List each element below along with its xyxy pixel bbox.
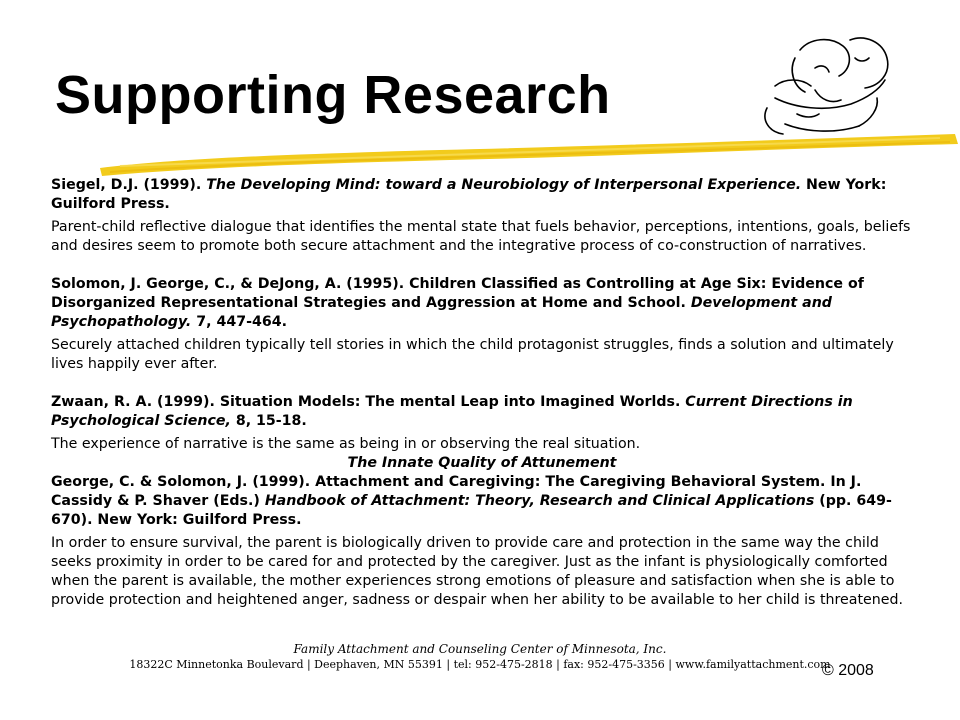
citation-publisher: (pp. 649-670). New York: Guilford Press. bbox=[51, 493, 892, 528]
footer-organization: Family Attachment and Counseling Center of Minnesota, Inc. bbox=[293, 642, 667, 656]
citation-text: Siegel, D.J. (1999). bbox=[51, 177, 207, 193]
reference-summary: The experience of narrative is the same as being in or observing the real situation. bbox=[51, 436, 641, 452]
footer-contact: 18322C Minnetonka Boulevard | Deephaven, MN 55391 | tel: 952-475-2818 | fax: 952-475-3356 | www.familyattachment.com bbox=[129, 658, 831, 671]
citation-title: Current Directions in Psychological Science, bbox=[51, 394, 853, 429]
reference-citation bbox=[51, 393, 913, 431]
citation-text: George, C. & Solomon, J. (1999). Attachment and Caregiving: The Caregiving Behavioral System. In J. Cassidy & P. Shaver (Eds.) bbox=[51, 474, 862, 509]
reference-citation bbox=[51, 176, 913, 214]
citation-publisher: New York: Guilford Press. bbox=[51, 177, 887, 212]
reference-citation bbox=[51, 275, 913, 332]
copyright-notice: © 2008 bbox=[822, 662, 874, 679]
citation-publisher: 7, 447-464. bbox=[191, 314, 287, 330]
references-list bbox=[51, 176, 913, 610]
reference-summary: Securely attached children typically tell stories in which the child protagonist struggles, finds a solution and ultimately lives happily ever after. bbox=[51, 337, 894, 372]
citation-text: Solomon, J. George, C., & DeJong, A. (1995). Children Classified as Controlling at Age Six: Evidence of Disorganized Representational Strategies and Aggression at Home and School. bbox=[51, 276, 864, 311]
citation-title: The Developing Mind: toward a Neurobiology of Interpersonal Experience. bbox=[206, 177, 802, 193]
citation-title: Development and Psychopathology. bbox=[51, 295, 832, 330]
citation-text: Zwaan, R. A. (1999). Situation Models: The mental Leap into Imagined Worlds. bbox=[51, 394, 686, 410]
mother-and-child-embrace-icon bbox=[755, 28, 905, 143]
citation-publisher: 8, 15-18. bbox=[230, 413, 307, 429]
citation-title: Handbook of Attachment: Theory, Research and Clinical Applications bbox=[264, 493, 815, 509]
section-heading: The Innate Quality of Attunement bbox=[347, 455, 617, 471]
reference-summary: In order to ensure survival, the parent is biologically driven to provide care and protection in the same way the child seeks proximity in order to be cared for and protected by the caregiver. Just as the infant is physiologically comforted when the parent is available, the mother experiences strong emotions of pleasure and satisfaction when she is able to provide protection and heightened anger, sadness or despair when her ability to be available to her child is threatened. bbox=[51, 535, 903, 608]
reference-summary: Parent-child reflective dialogue that identifies the mental state that fuels behavior, perceptions, intentions, goals, beliefs and desires seem to promote both secure attachment and the integrative process of co-construction of narratives. bbox=[51, 219, 911, 254]
reference-citation bbox=[51, 473, 913, 530]
slide-title: Supporting Research bbox=[55, 65, 611, 125]
